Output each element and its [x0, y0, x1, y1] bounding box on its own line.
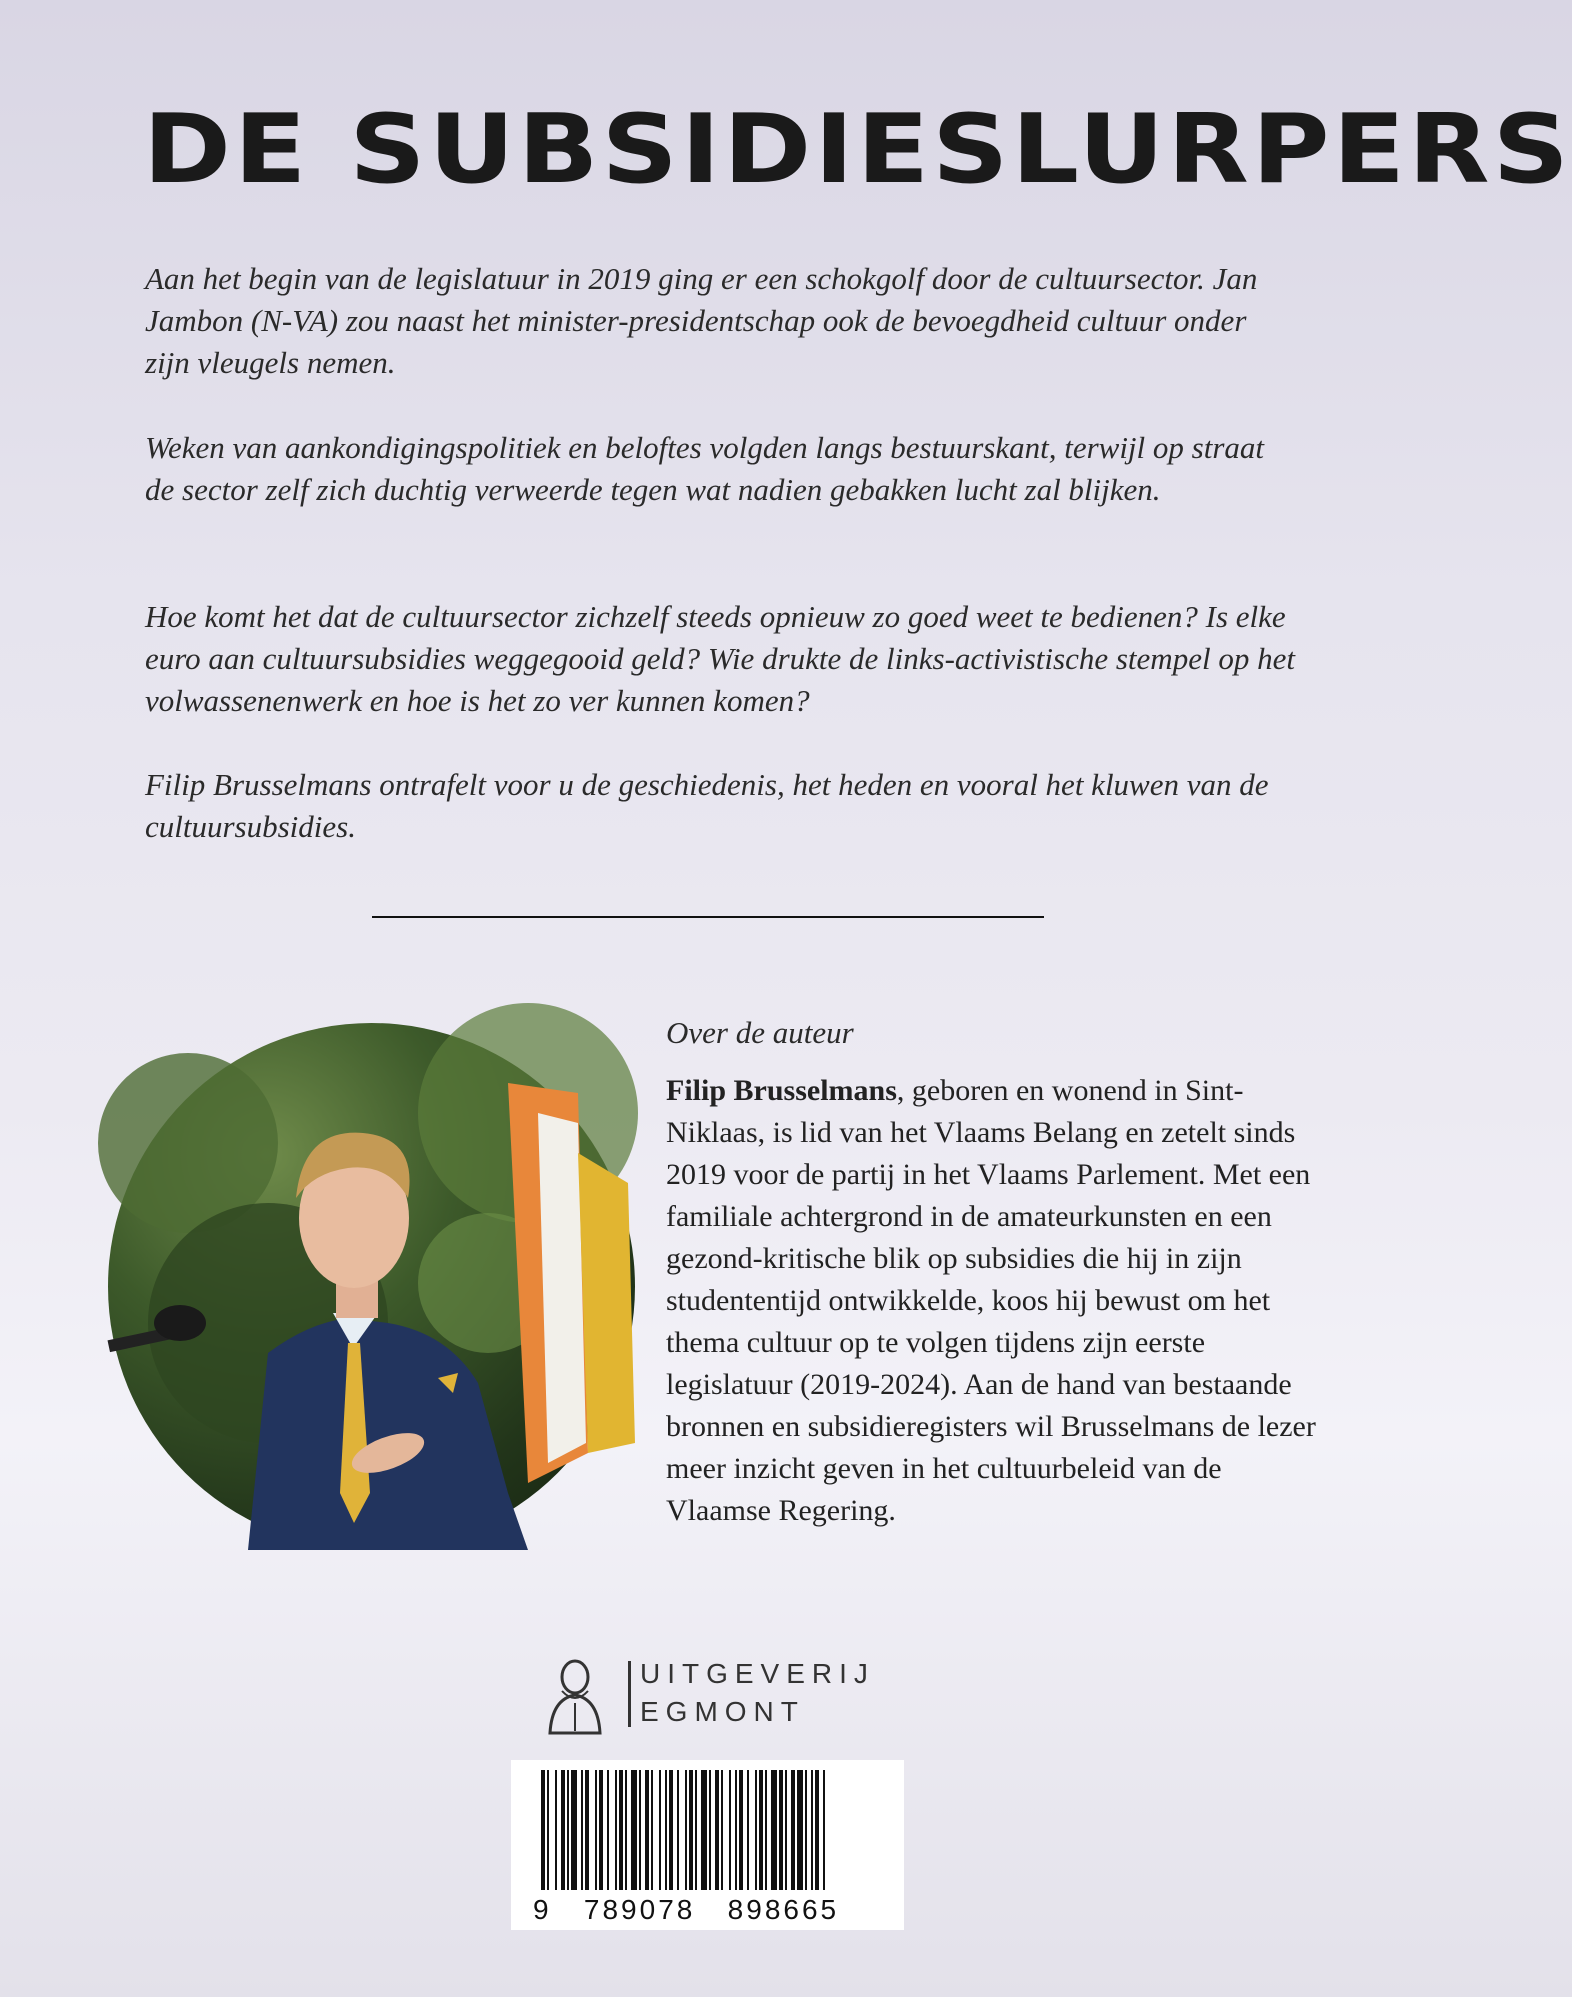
- barcode-bar: [785, 1770, 787, 1890]
- barcode-bar: [639, 1770, 641, 1890]
- barcode-bar: [615, 1770, 617, 1890]
- publisher-line-2: EGMONT: [640, 1696, 805, 1727]
- publisher-logo: [540, 1655, 880, 1735]
- barcode-bar: [561, 1770, 565, 1890]
- barcode-bar: [765, 1770, 767, 1890]
- divider-rule: [372, 916, 1044, 918]
- barcode-bar: [581, 1770, 583, 1890]
- publisher-logo-bar: [628, 1661, 631, 1727]
- barcode-bar: [695, 1770, 697, 1890]
- barcode-bar: [631, 1770, 637, 1890]
- barcode-bar: [567, 1770, 569, 1890]
- publisher-line-1: UITGEVERIJ: [640, 1658, 875, 1689]
- author-name: Filip Brusselmans: [666, 1074, 897, 1107]
- barcode-bar: [771, 1770, 777, 1890]
- barcode-bar: [805, 1770, 807, 1890]
- barcode-bar: [735, 1770, 737, 1890]
- barcode-bar: [645, 1770, 649, 1890]
- barcode-bar: [729, 1770, 731, 1890]
- barcode-bar: [625, 1770, 627, 1890]
- isbn-number: 9 789078 898665: [533, 1894, 840, 1925]
- barcode-bar: [595, 1770, 597, 1890]
- about-author-label: Over de auteur: [666, 1015, 854, 1050]
- barcode-bars: [511, 1770, 904, 1905]
- barcode-bar: [779, 1770, 783, 1890]
- author-bio-text: , geboren en wonend in Sint-Niklaas, is lid van het Vlaams Belang en zetelt sinds 2019 voor de partij in het Vlaams Parlement. Met een familiale achtergrond in de amateurkunsten en een gezond-kritische blik op subsidies die hij in zijn studententijd ontwikkelde, koos hij bewust om het thema cultuur op te volgen tijdens zijn eerste legislatuur (2019-2024). Aan de hand van bestaande bronnen en subsidieregisters wil Brusselmans de lezer meer inzicht geven in het cultuurbeleid van de Vlaamse Regering.: [666, 1074, 1316, 1527]
- barcode-bar: [715, 1770, 719, 1890]
- publisher-name: [640, 1655, 875, 1731]
- blurb-paragraph-3: Hoe komt het dat de cultuursector zichzelf steeds opnieuw zo goed weet te bedienen? Is elke euro aan cultuursubsidies weggegooid geld? Wie drukte de links-activistische stempel op het volwassenenwerk en hoe is het zo ver kunnen komen?: [145, 599, 1295, 718]
- barcode-bar: [755, 1770, 757, 1890]
- barcode-bar: [823, 1770, 825, 1890]
- barcode-bar: [607, 1770, 609, 1890]
- barcode-bar: [665, 1770, 667, 1890]
- barcode-bar: [555, 1770, 557, 1890]
- blurb-paragraph-2: Weken van aankondigingspolitiek en beloftes volgden langs bestuurskant, terwijl op straat de sector zelf zich duchtig verweerde tegen wat nadien gebakken lucht zal blijken.: [145, 430, 1265, 507]
- barcode-bar: [669, 1770, 673, 1890]
- barcode-bar: [585, 1770, 589, 1890]
- barcode-bar: [619, 1770, 623, 1890]
- barcode-bar: [791, 1770, 795, 1890]
- blurb-paragraph-1: Aan het begin van de legislatuur in 2019 ging er een schokgolf door de cultuursector. Jan Jambon (N-VA) zou naast het minister-presidentschap ook de bevoegdheid cultuur onder zijn vleugels nemen.: [145, 261, 1258, 380]
- book-title: DE SUBSIDIESLURPERS: [143, 93, 1572, 205]
- isbn-barcode: [511, 1760, 904, 1930]
- barcode-bar: [599, 1770, 603, 1890]
- author-portrait-illustration: [108, 1023, 635, 1550]
- barcode-bar: [759, 1770, 763, 1890]
- barcode-bar: [547, 1770, 549, 1890]
- blurb-paragraph-4: Filip Brusselmans ontrafelt voor u de geschiedenis, het heden en vooral het kluwen van de cultuursubsidies.: [145, 767, 1269, 844]
- barcode-bar: [685, 1770, 687, 1890]
- barcode-bar: [739, 1770, 743, 1890]
- barcode-bar: [797, 1770, 803, 1890]
- barcode-bar: [811, 1770, 813, 1890]
- barcode-bar: [689, 1770, 693, 1890]
- barcode-bar: [747, 1770, 749, 1890]
- barcode-bar: [701, 1770, 707, 1890]
- barcode-bar: [815, 1770, 819, 1890]
- barcode-bar: [709, 1770, 711, 1890]
- author-photo: [108, 1023, 635, 1550]
- barcode-bar: [677, 1770, 679, 1890]
- barcode-bar: [651, 1770, 653, 1890]
- barcode-bar: [659, 1770, 661, 1890]
- barcode-bar: [571, 1770, 577, 1890]
- author-bio: [666, 1070, 1316, 1532]
- barcode-bar: [541, 1770, 545, 1890]
- barcode-bar: [721, 1770, 723, 1890]
- publisher-emblem-icon: [540, 1655, 610, 1735]
